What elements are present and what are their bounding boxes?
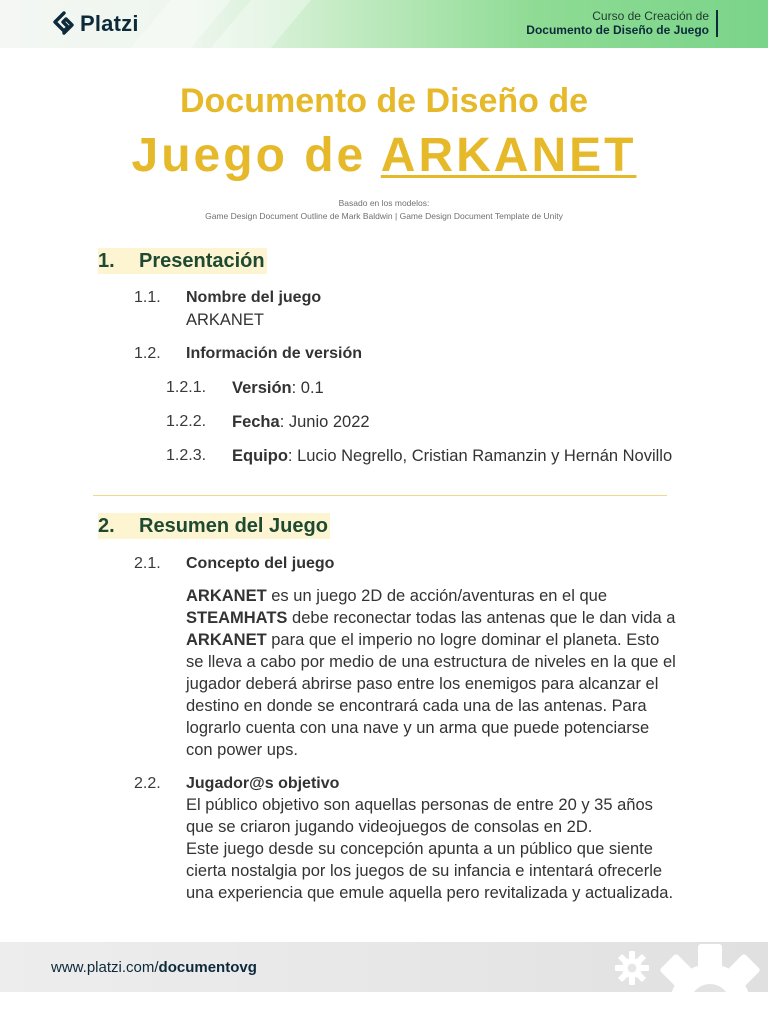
subsection-number: 2.1. (134, 555, 161, 572)
team-value: : Lucio Negrello, Cristian Ramanzin y Hernán Novillo (287, 447, 673, 465)
subsection-number: 1.2.2. (166, 413, 207, 430)
team-line (232, 445, 672, 467)
audience-paragraph-2: Este juego desde su concepción apunta a un público que siente cierta nostalgia por los juegos de su infancia e intentará ofrecerle una experiencia que emule aquella pero revitalizada y actualizada. (186, 840, 674, 902)
game-title (0, 128, 768, 183)
subsection-number: 1.1. (134, 289, 161, 306)
subsection-number: 1.2. (134, 345, 161, 362)
page-footer (0, 942, 768, 992)
section-heading-resumen (98, 513, 330, 539)
page-header (0, 0, 768, 48)
date-value: : Junio 2022 (279, 413, 370, 431)
course-title (526, 9, 709, 37)
document-title: Documento de Diseño de (179, 82, 589, 120)
gear-icon (612, 948, 652, 988)
game-title-name: ARKANET (380, 129, 637, 182)
section-number: 2. (98, 514, 115, 537)
audience-paragraph-1: El público objetivo son aquellas personas de entre 20 y 35 años que se criaron jugando videojuegos de consolas en 2D. (186, 796, 653, 836)
version-label: Versión (232, 379, 292, 397)
subsection-number: 1.2.1. (166, 379, 207, 396)
course-title-line1: Curso de Creación de (592, 9, 709, 23)
subsection-number: 1.2.3. (166, 447, 207, 464)
date-label: Fecha (232, 413, 280, 431)
subsection-label-jugadores: Jugador@s objetivo (186, 775, 340, 792)
based-on-note (0, 197, 768, 223)
section-divider (93, 495, 667, 496)
section-title: Resumen del Juego (139, 514, 328, 537)
team-label: Equipo (232, 447, 288, 465)
section-title: Presentación (139, 249, 265, 272)
course-divider (716, 10, 718, 37)
subsection-label-concepto: Concepto del juego (186, 555, 335, 572)
subsection-label-nombre: Nombre del juego (186, 289, 322, 306)
game-title-prefix: Juego de (131, 129, 367, 182)
audience-paragraph (186, 794, 678, 904)
course-title-line2: Documento de Diseño de Juego (526, 23, 709, 37)
version-value: : 0.1 (291, 379, 324, 397)
paragraph-text: debe reconectar todas las antenas que le dan vida a (287, 609, 676, 627)
emphasis: ARKANET (186, 587, 267, 605)
footer-url-path: documentovg (158, 959, 257, 976)
date-line (232, 411, 370, 433)
based-on-label: Basado en los modelos: (338, 198, 430, 208)
based-on-models: Game Design Document Outline de Mark Baldwin | Game Design Document Template de Unity (205, 211, 563, 221)
footer-url-domain: www.platzi.com/ (51, 959, 159, 976)
emphasis: STEAMHATS (186, 609, 288, 627)
platzi-logo-icon (52, 11, 76, 37)
emphasis: ARKANET (186, 631, 267, 649)
subsection-label-version-info: Información de versión (186, 345, 363, 362)
game-name-value: ARKANET (186, 311, 264, 329)
paragraph-text: para que el imperio no logre dominar el planeta. Esto se lleva a cabo por medio de una estructura de niveles en la que el jugador deberá abrirse paso entre los enemigos para alcanzar el destino en donde se encontrará cada una de las antenas. Para lograrlo cuenta con una nave y un arma que puede potenciarse con power ups. (186, 631, 676, 759)
version-line (232, 377, 324, 399)
concept-paragraph (186, 585, 678, 761)
large-gear-icon (650, 942, 768, 992)
section-number: 1. (98, 249, 115, 272)
platzi-logo (52, 10, 139, 38)
section-heading-presentacion (98, 248, 267, 274)
paragraph-text: es un juego 2D de acción/aventuras en el que (266, 587, 607, 605)
subsection-number: 2.2. (134, 775, 161, 792)
footer-url[interactable] (51, 959, 257, 976)
platzi-wordmark: Platzi (80, 11, 139, 36)
